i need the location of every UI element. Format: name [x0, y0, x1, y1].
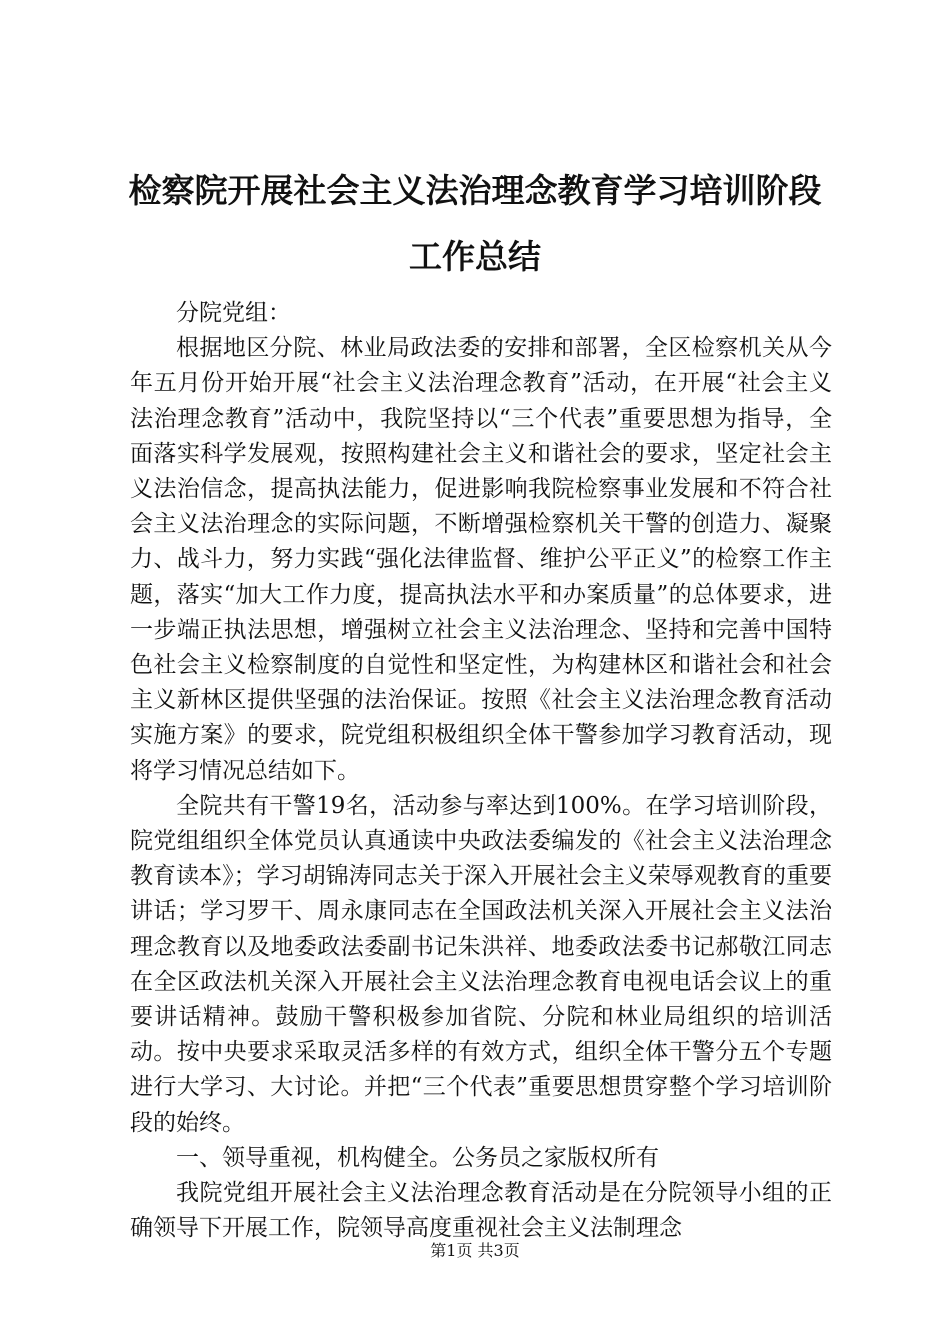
document-body [130, 296, 832, 1246]
page-number-footer: 第1页 共3页 [430, 1241, 520, 1260]
section-heading-1: 一、领导重视，机构健全。公务员之家版权所有 [176, 1144, 659, 1171]
paragraph-1: 根据地区分院、林业局政法委的安排和部署，全区检察机关从今年五月份开始开展“社会主义法治理念教育”活动，在开展“社会主义法治理念教育”活动中，我院坚持以“三个代表”重要思想为指导，全面落实科学发展观，按照构建社会主义和谐社会的要求，坚定社会主义法治信念，提高执法能力，促进影响我院检察事业发展和不符合社会主义法治理念的实际问题，不断增强检察机关干警的创造力、凝聚力、战斗力，努力实践“强化法律监督、维护公平正义”的检察工作主题，落实“加大工作力度，提高执法水平和办案质量”的总体要求，进一步端正执法思想，增强树立社会主义法治理念、坚持和完善中国特色社会主义检察制度的自觉性和坚定性，为构建林区和谐社会和社会主义新林区提供坚强的法治保证。按照《社会主义法治理念教育活动实施方案》的要求，院党组积极组织全体干警参加学习教育活动，现将学习情况总结如下。 [130, 335, 832, 784]
paragraph-3: 我院党组开展社会主义法治理念教育活动是在分院领导小组的正确领导下开展工作，院领导高度重视社会主义法制理念 [130, 1180, 832, 1242]
paragraph-2: 全院共有干警19名，活动参与率达到100%。在学习培训阶段，院党组组织全体党员认真通读中央政法委编发的《社会主义法治理念教育读本》；学习胡锦涛同志关于深入开展社会主义荣辱观教育的重要讲话；学习罗干、周永康同志在全国政法机关深入开展社会主义法治理念教育以及地委政法委副书记朱洪祥、地委政法委书记郝敬江同志在全区政法机关深入开展社会主义法治理念教育电视电话会议上的重要讲话精神。鼓励干警积极参加省院、分院和林业局组织的培训活动。按中央要求采取灵活多样的有效方式，组织全体干警分五个专题进行大学习、大讨论。并把“三个代表”重要思想贯穿整个学习培训阶段的始终。 [130, 792, 832, 1136]
document-title: 检察院开展社会主义法治理念教育学习培训阶段工作总结 [128, 171, 822, 276]
salutation: 分院党组： [176, 300, 291, 326]
